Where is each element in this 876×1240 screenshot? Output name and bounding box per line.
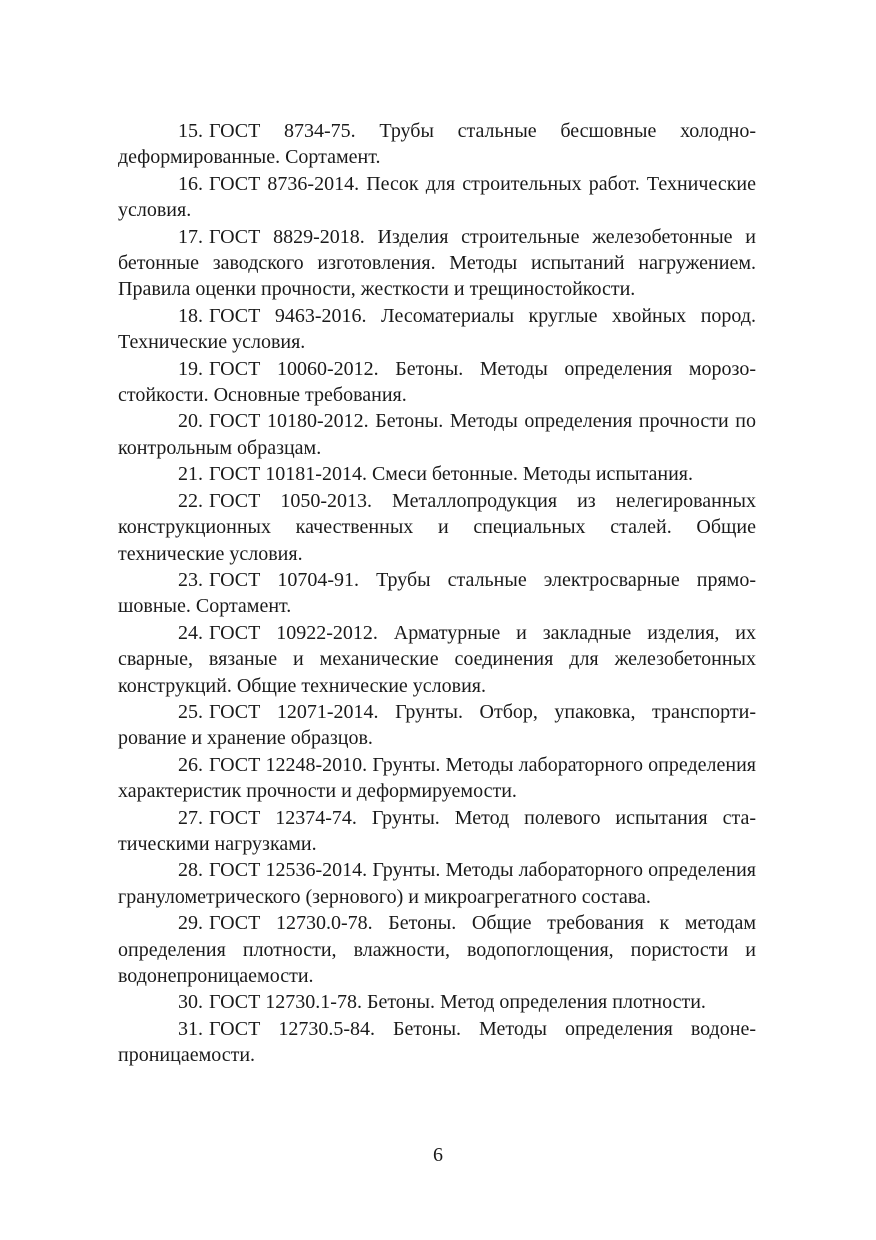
reference-text: ГОСТ 12730.0-78. Бетоны. Общие требования к методам определения плотности, влажности, водопоглощения, пористости и водонепроницаемости.	[118, 912, 756, 987]
reference-text: ГОСТ 12248-2010. Грунты. Методы лабораторного определения характеристик прочности и деформируемости.	[118, 753, 756, 803]
reference-item-30	[118, 989, 756, 1015]
reference-number: 30.	[178, 991, 203, 1014]
reference-text: ГОСТ 1050-2013. Металлопродукция из нелегированных конструкционных качественных и специальных сталей. Общие технические условия.	[118, 489, 756, 565]
reference-number: 19.	[178, 357, 203, 380]
reference-text: ГОСТ 10180-2012. Бетоны. Методы определения прочности по контрольным образцам.	[118, 410, 756, 459]
reference-text: ГОСТ 10181-2014. Смеси бетонные. Методы испытания.	[209, 463, 694, 486]
reference-text: ГОСТ 9463-2016. Лесоматериалы круглые хвойных пород. Технические условия.	[118, 304, 756, 354]
reference-item-18	[118, 303, 756, 356]
reference-item-21	[118, 461, 756, 487]
reference-text: ГОСТ 8736-2014. Песок для строительных работ. Технические условия.	[118, 172, 756, 222]
reference-number: 21.	[178, 463, 203, 486]
reference-item-28	[118, 857, 756, 910]
reference-number: 27.	[178, 806, 203, 829]
reference-number: 22.	[178, 489, 203, 512]
reference-number: 15.	[178, 120, 203, 142]
reference-number: 23.	[178, 568, 203, 591]
reference-text: ГОСТ 10060-2012. Бетоны. Методы определения морозостойкости. Основные требования.	[118, 357, 756, 407]
reference-text: ГОСТ 8734-75. Трубы стальные бесшовные холоднодеформированные. Сортамент.	[118, 120, 756, 169]
reference-number: 17.	[178, 225, 203, 248]
reference-item-25	[118, 699, 756, 752]
reference-item-27	[118, 805, 756, 858]
reference-text: ГОСТ 12730.5-84. Бетоны. Методы определения водонепроницаемости.	[118, 1017, 756, 1067]
reference-text: ГОСТ 12374-74. Грунты. Метод полевого испытания статическими нагрузками.	[118, 806, 756, 855]
reference-number: 20.	[178, 410, 203, 433]
reference-item-15	[118, 118, 756, 171]
reference-text: ГОСТ 10704-91. Трубы стальные электросварные прямошовные. Сортамент.	[118, 568, 756, 618]
reference-number: 16.	[178, 172, 203, 195]
reference-text: ГОСТ 12536-2014. Грунты. Методы лабораторного определения гранулометрического (зернового) и микроагрегатного состава.	[118, 859, 756, 908]
reference-item-20	[118, 408, 756, 461]
reference-item-29	[118, 910, 756, 989]
reference-number: 25.	[178, 700, 203, 723]
reference-item-23	[118, 567, 756, 620]
reference-item-31	[118, 1016, 756, 1069]
page-number: 6	[433, 1144, 443, 1166]
reference-text: ГОСТ 8829-2018. Изделия строительные железобетонные и бетонные заводского изготовления. Методы испытаний нагружением. Правила оценки прочности, жесткости и трещиностойкости.	[118, 225, 756, 301]
reference-item-16	[118, 171, 756, 224]
reference-list	[118, 118, 756, 1069]
reference-number: 31.	[178, 1017, 203, 1040]
reference-item-26	[118, 752, 756, 805]
reference-item-17	[118, 224, 756, 303]
reference-number: 29.	[178, 912, 203, 935]
reference-number: 18.	[178, 304, 203, 327]
reference-text: ГОСТ 10922-2012. Арматурные и закладные изделия, их сварные, вязаные и механические соединения для железобетонных конструкций. Общие технические условия.	[118, 621, 756, 697]
reference-text: ГОСТ 12071-2014. Грунты. Отбор, упаковка, транспортирование и хранение образцов.	[118, 700, 756, 750]
reference-item-22	[118, 488, 756, 567]
reference-number: 26.	[178, 753, 203, 776]
reference-item-24	[118, 620, 756, 699]
reference-text: ГОСТ 12730.1-78. Бетоны. Метод определения плотности.	[209, 991, 706, 1014]
reference-number: 28.	[178, 859, 203, 882]
document-page	[118, 118, 756, 1069]
reference-item-19	[118, 356, 756, 409]
reference-number: 24.	[178, 621, 203, 644]
